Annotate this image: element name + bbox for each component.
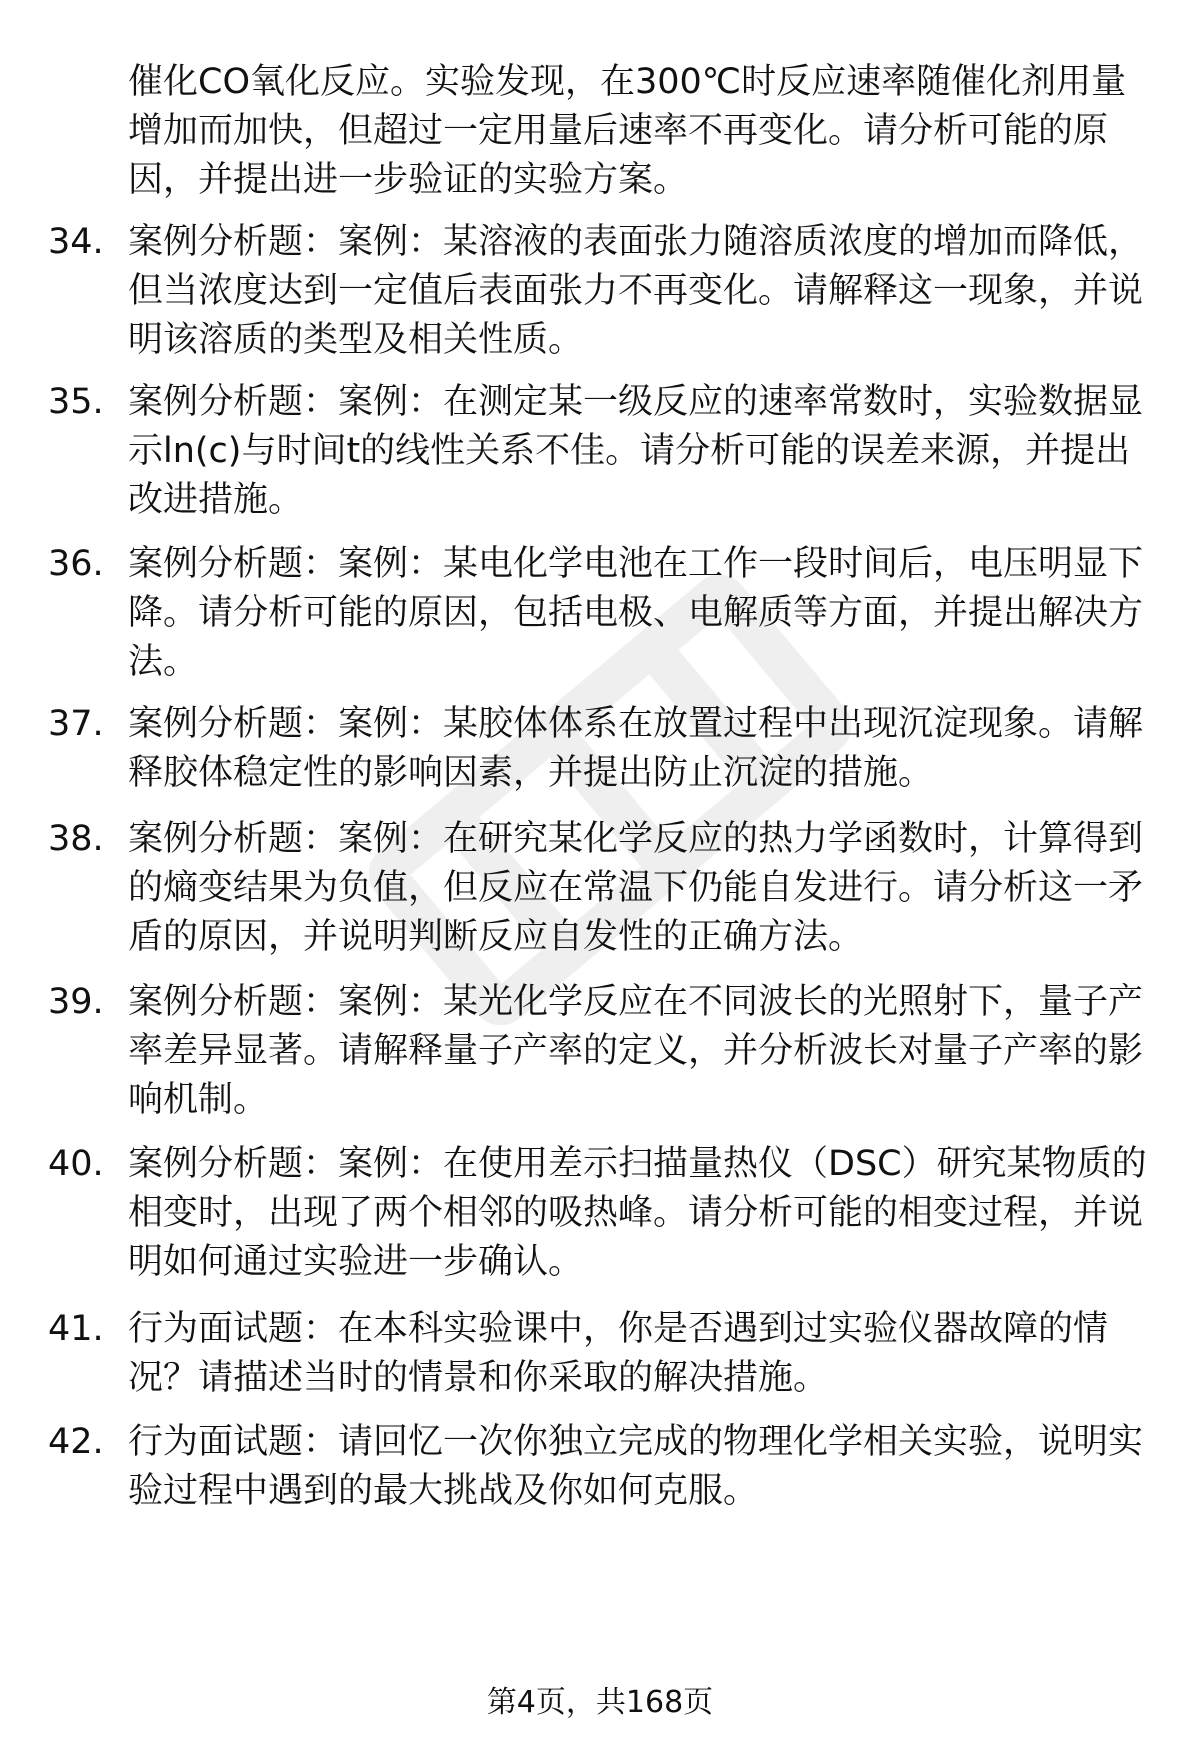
question-number: 41. [48,1309,104,1349]
question-item-40 [48,1140,1158,1287]
question-item-42 [48,1418,1158,1516]
question-text: 案例分析题：案例：在使用差示扫描量热仪（DSC）研究某物质的相变时，出现了两个相邻的吸热峰。请分析可能的相变过程，并说明如何通过实验进一步确认。 [128,1144,1147,1282]
question-item-38 [48,815,1158,962]
question-number: 37. [48,704,104,744]
question-text: 案例分析题：案例：某电化学电池在工作一段时间后，电压明显下降。请分析可能的原因，包括电极、电解质等方面，并提出解决方法。 [128,544,1144,682]
question-number: 42. [48,1422,104,1462]
intro-paragraph: 催化CO氧化反应。实验发现，在300℃时反应速率随催化剂用量增加而加快，但超过一定用量后速率不再变化。请分析可能的原因，并提出进一步验证的实验方案。 [128,62,1127,200]
question-number: 35. [48,382,104,422]
question-item-36 [48,540,1158,687]
question-item-37 [48,700,1158,798]
question-number: 36. [48,544,104,584]
question-text: 案例分析题：案例：某光化学反应在不同波长的光照射下，量子产率差异显著。请解释量子产率的定义，并分析波长对量子产率的影响机制。 [128,982,1144,1120]
question-text: 案例分析题：案例：某溶液的表面张力随溶质浓度的增加而降低，但当浓度达到一定值后表面张力不再变化。请解释这一现象，并说明该溶质的类型及相关性质。 [128,222,1144,360]
question-number: 40. [48,1144,104,1184]
question-item-41 [48,1305,1158,1403]
question-text: 案例分析题：案例：某胶体体系在放置过程中出现沉淀现象。请解释胶体稳定性的影响因素，并提出防止沉淀的措施。 [128,704,1144,793]
question-number: 38. [48,819,104,859]
question-text: 行为面试题：请回忆一次你独立完成的物理化学相关实验，说明实验过程中遇到的最大挑战及你如何克服。 [128,1422,1144,1511]
question-text: 行为面试题：在本科实验课中，你是否遇到过实验仪器故障的情况？请描述当时的情景和你采取的解决措施。 [128,1309,1109,1398]
question-number: 39. [48,982,104,1022]
question-item-35 [48,378,1158,525]
question-item-39 [48,978,1158,1125]
question-number: 34. [48,222,104,262]
page-footer: 第4页，共168页 [486,1685,714,1720]
question-text: 案例分析题：案例：在研究某化学反应的热力学函数时，计算得到的熵变结果为负值，但反应在常温下仍能自发进行。请分析这一矛盾的原因，并说明判断反应自发性的正确方法。 [128,819,1144,957]
question-text: 案例分析题：案例：在测定某一级反应的速率常数时，实验数据显示ln(c)与时间t的线性关系不佳。请分析可能的误差来源，并提出改进措施。 [128,382,1144,520]
question-item-34 [48,218,1158,365]
